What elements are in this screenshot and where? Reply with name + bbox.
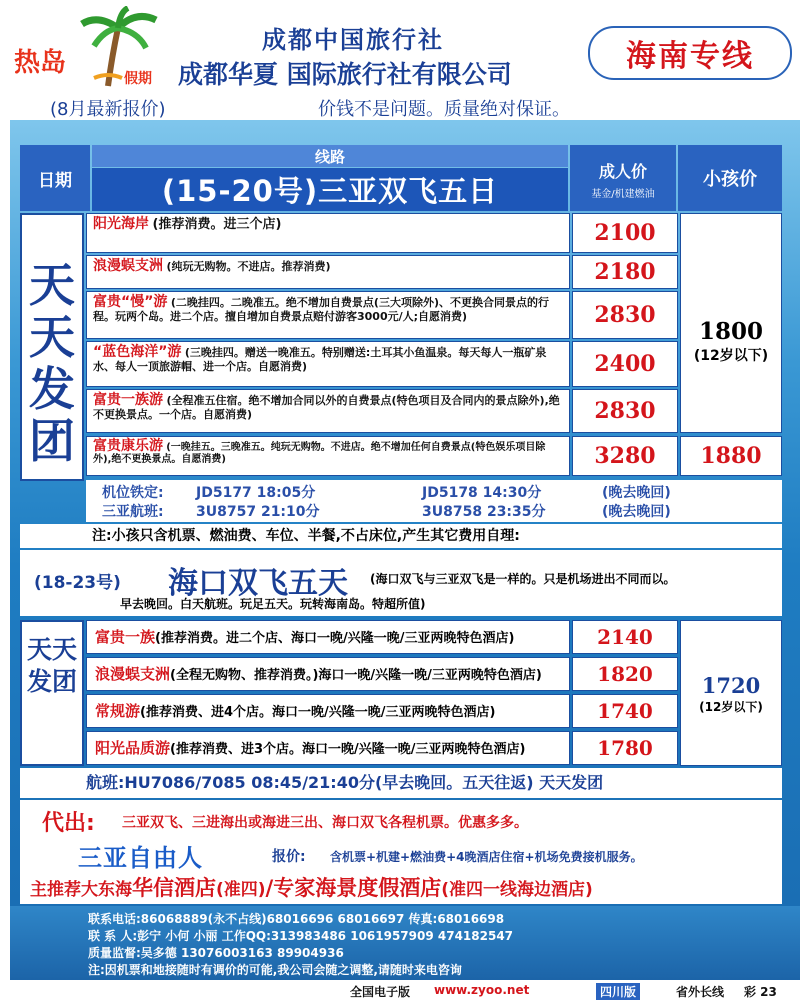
agency-name-2: 成都华夏 国际旅行社有限公司 — [178, 60, 512, 89]
tour-row — [86, 389, 570, 433]
flight-note: (晚去晚回) — [602, 504, 671, 520]
tour-row — [86, 291, 570, 339]
haikou-desc-1: (海口双飞与三亚双飞是一样的。只是机场进出不同而以。 — [370, 572, 676, 586]
ticket-agent-text: 三亚双飞、三进海出或海进三出、海口双飞各程机票。优惠多多。 — [122, 815, 528, 831]
tour-price: 1820 — [572, 657, 678, 691]
ticket-agent-label: 代出: — [42, 811, 95, 836]
price-note: (8月最新报价) — [50, 99, 166, 120]
tour-desc: (全程准五住宿。绝不增加合同以外的自费景点(特色项目及合同内的景点除外),绝不更换景点。一个店。自愿消费) — [93, 394, 560, 421]
hotel-1-rate: (准四) — [216, 880, 266, 900]
child-price-cell — [680, 213, 782, 433]
depart-daily-label-2: 天天发团 — [20, 620, 84, 766]
column-header-date: 日期 — [20, 145, 90, 211]
price-disclaimer: 注:因机票和地接随时有调价的可能,我公司会随之调整,请随时来电咨询 — [88, 963, 462, 977]
route-title: (15-20号)三亚双飞五日 — [92, 168, 568, 211]
hotel-2-rate: (准四一线海边酒店) — [441, 880, 593, 900]
flight-label: 机位铁定: — [102, 485, 164, 501]
tour-desc: (一晚挂五。三晚准五。纯玩无购物。不进店。绝不增加任何自费景点(特色娱乐项目除外),绝不更换景点。自愿消费) — [93, 442, 546, 465]
contact-persons: 联 系 人:彭宁 小何 小丽 工作QQ:313983486 1061957909 474182547 — [88, 929, 514, 943]
tour-desc: (推荐消费、进4个店。海口一晚/兴隆一晚/三亚两晚特色酒店) — [140, 705, 496, 720]
haikou-desc-2: 早去晚回。白天航班。玩足五天。玩转海南岛。特超所值) — [120, 597, 426, 611]
adult-price-sublabel: 基金/机建燃油 — [591, 189, 655, 200]
haikou-flight-info: 航班:HU7086/7085 08:45/21:40分(早去晚回。五天往返) 天天发团 — [20, 768, 782, 798]
tour-row — [86, 255, 570, 289]
tour-price: 1780 — [572, 731, 678, 765]
edition-site: www.zyoo.net — [434, 983, 530, 997]
child-price: 1720 — [701, 673, 761, 698]
logo-subtitle: 假期 — [124, 71, 152, 87]
tour-desc: (推荐消费、进3个店。海口一晚/兴隆一晚/三亚两晚特色酒店) — [170, 742, 526, 757]
tour-price: 2400 — [572, 341, 678, 387]
tour-desc: (推荐消费。进二个店、海口一晚/兴隆一晚/三亚两晚特色酒店) — [155, 631, 515, 646]
adult-price-label: 成人价 — [598, 162, 647, 181]
edition-bar — [330, 981, 800, 1000]
hotel-recommendation — [30, 872, 593, 902]
column-header-adult-price — [570, 145, 676, 211]
flight-info — [86, 480, 782, 522]
hotel-prefix: 主推荐大东海 — [30, 880, 132, 900]
haikou-title: 海口双飞五天 — [168, 566, 348, 601]
edition-label: 全国电子版 — [350, 985, 411, 999]
haikou-tour-row — [86, 657, 570, 691]
slogan: 价钱不是问题。质量绝对保证。 — [318, 99, 570, 120]
tour-price: 3280 — [572, 436, 678, 476]
hotel-1: 华信酒店 — [132, 876, 216, 900]
child-price-note: 注:小孩只含机票、燃油费、车位、半餐,不占床位,产生其它费用自理: — [20, 524, 782, 548]
flight-label: 三亚航班: — [102, 504, 164, 520]
tour-name: 富贵“慢”游 — [93, 294, 168, 310]
haikou-tour-row — [86, 694, 570, 728]
hotel-separator: / — [265, 876, 274, 900]
hotel-2: 专家海景度假酒店 — [273, 876, 442, 900]
tour-row — [86, 341, 570, 387]
tour-desc: (纯玩无购物。不进店。推荐消费) — [166, 260, 331, 273]
logo-title: 热岛 — [14, 48, 67, 78]
agency-name-1: 成都中国旅行社 — [262, 26, 444, 54]
tour-name: 浪漫蜈支洲 — [95, 665, 171, 683]
tour-name: 富贵一族游 — [93, 392, 163, 408]
tour-name: 富贵一族 — [95, 628, 156, 646]
line-badge: 海南专线 — [588, 26, 792, 80]
tour-price: 2830 — [572, 389, 678, 433]
flight-outbound: 3U8757 21:10分 — [196, 504, 320, 520]
tour-name: 常规游 — [95, 702, 141, 720]
free-travel-includes: 含机票+机建+燃油费+4晚酒店住宿+机场免费接机服务。 — [330, 850, 643, 864]
page-number: 彩 23 — [744, 985, 777, 999]
tour-desc: (全程无购物、推荐消费。)海口一晚/兴隆一晚/三亚两晚特色酒店) — [170, 668, 542, 683]
depart-daily-label: 天天发团 — [20, 213, 84, 481]
tour-row — [86, 213, 570, 253]
tour-desc: (推荐消费。进三个店) — [152, 217, 282, 232]
flight-note: (晚去晚回) — [602, 485, 671, 501]
quality-supervisor: 质量监督:吴多德 13076003163 89904936 — [88, 946, 344, 960]
flight-outbound: JD5177 18:05分 — [196, 485, 316, 501]
column-header-child-price: 小孩价 — [678, 145, 782, 211]
tour-name: 浪漫蜈支洲 — [93, 258, 163, 274]
child-age-note: (12岁以下) — [693, 348, 769, 364]
tour-price: 1740 — [572, 694, 678, 728]
tour-price: 2140 — [572, 620, 678, 654]
flight-return: JD5178 14:30分 — [422, 485, 542, 501]
tour-name: 阳光海岸 — [93, 216, 149, 232]
tour-row — [86, 436, 570, 476]
tour-price: 2830 — [572, 291, 678, 339]
contact-phone: 联系电话:86068889(永不占线)68016696 68016697 传真:68016698 — [88, 912, 505, 926]
free-travel-price-label: 报价: — [272, 849, 306, 865]
free-travel-title: 三亚自由人 — [78, 844, 203, 872]
tour-price: 2180 — [572, 255, 678, 289]
tour-name: 阳光品质游 — [95, 739, 171, 757]
column-header-route: 线路 — [92, 145, 568, 167]
section-label: 省外长线 — [676, 985, 725, 999]
child-price: 1800 — [698, 318, 763, 345]
haikou-tour-row — [86, 620, 570, 654]
tour-desc: (三晚挂四。赠送一晚准五。特别赠送:土耳其小鱼温泉。每天每人一瓶矿泉水、每人一顶旅游帽、进一个店。自愿消费) — [93, 346, 547, 373]
haikou-child-price-cell — [680, 620, 782, 766]
flight-return: 3U8758 23:35分 — [422, 504, 546, 520]
child-price-2: 1880 — [680, 436, 782, 476]
edition-province: 四川版 — [596, 983, 640, 1000]
tour-name: “蓝色海洋”游 — [93, 344, 182, 360]
tour-desc: (二晚挂四。二晚准五。绝不增加自费景点(三大项除外)、不更换合同景点的行程。玩两个岛。进二个店。擅自增加自费景点赔付游客3000元/人;自愿消费) — [93, 296, 549, 323]
haikou-tour-row — [86, 731, 570, 765]
haikou-date: (18-23号) — [34, 573, 121, 593]
tour-price: 2100 — [572, 213, 678, 253]
child-age-note: (12岁以下) — [699, 700, 763, 714]
tour-name: 富贵康乐游 — [93, 438, 163, 454]
